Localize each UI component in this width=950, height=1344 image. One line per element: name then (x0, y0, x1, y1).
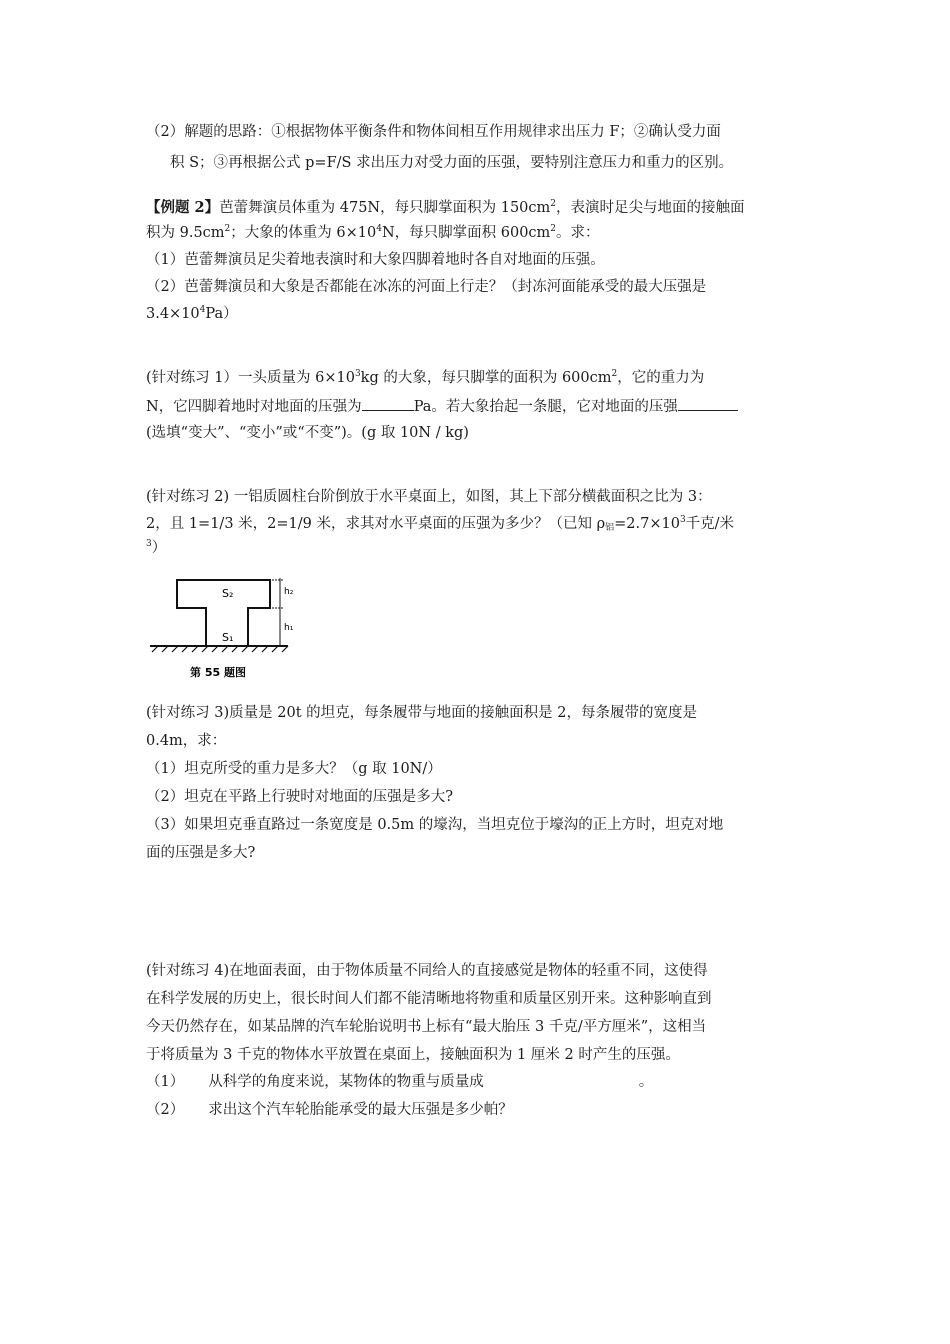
example2-label: 【例题 2】 (146, 199, 220, 216)
practice3-question-1: （1）坦克所受的重力是多大？（g 取 10N/） (146, 761, 442, 777)
example2-question-2-tail: $3.4\times 10^4Pa$） (146, 305, 238, 322)
practice3-question-3a: （3）如果坦克垂直路过一条宽度是 0.5m 的壕沟，当坦克位于壕沟的正上方时，坦克对地 (146, 817, 724, 833)
practice4-line-2: 在科学发展的历史上，很长时间人们都不能清晰地将物重和质量区别开来。这种影响直到 (146, 991, 712, 1007)
t-step-diagram (150, 568, 310, 683)
practice3-line-2: 0.4m，求： (146, 733, 227, 749)
pressure-blank[interactable] (362, 396, 414, 411)
label-h2: h₂ (284, 587, 294, 597)
example2-line-1: 【例题 2】芭蕾舞演员体重为 475N，每只脚掌面积为 $150cm^2$，表演时足尖与地面的接触面 (146, 199, 745, 216)
practice4-line-1: (针对练习 4)在地面表面，由于物体质量不同给人的直接感觉是物体的轻重不同，这使得 (146, 963, 708, 979)
pressure-change-blank[interactable] (678, 396, 738, 411)
practice4-question-2: （2） 求出这个汽车轮胎能承受的最大压强是多少帕？ (146, 1102, 513, 1118)
practice1-line-2: N，它四脚着地时对地面的压强为 Pa。若大象抬起一条腿，它对地面的压强 (146, 396, 738, 417)
practice2-line-3: $^3$） (146, 539, 167, 556)
practice2-line-1: (针对练习 2) 一铝质圆柱台阶倒放于水平桌面上，如图，其上下部分横截面积之比为 3： (146, 489, 712, 505)
figure-caption: 第 55 题图 (190, 666, 246, 679)
example2-question-1: （1）芭蕾舞演员足尖着地表演时和大象四脚着地时各自对地面的压强。 (146, 252, 605, 268)
hint-line-1: （2）解题的思路：①根据物体平衡条件和物体间相互作用规律求出压力 F；②确认受力面 (146, 124, 721, 140)
example2-question-2: （2）芭蕾舞演员和大象是否都能在冰冻的河面上行走？（封冻河面能承受的最大压强是 (146, 279, 707, 295)
practice4-line-3: 今天仍然存在，如某品牌的汽车轮胎说明书上标有“最大胎压 3 千克/平方厘米”，这相当 (146, 1019, 707, 1035)
practice4-line-4: 于将质量为 3 千克的物体水平放置在桌面上，接触面积为 1 厘米 2 时产生的压强。 (146, 1047, 680, 1063)
hint-line-2: 积 S；③再根据公式 p=F/S 求出压力对受力面的压强，要特别注意压力和重力的区别。 (170, 155, 734, 171)
practice3-question-3b: 面的压强是多大? (146, 845, 256, 861)
example2-line-2: 积为 $9.5cm^2$；大象的体重为 $6\times 10^4N$，每只脚掌面积 $600cm^2$。求： (146, 224, 600, 241)
t-step-figure (150, 568, 310, 687)
practice1-line-1: (针对练习 1）一头质量为 $6\times 10^3kg$ 的大象，每只脚掌的面积为 $600cm^2$，它的重力为 (146, 369, 705, 386)
practice3-question-2: （2）坦克在平路上行驶时对地面的压强是多大? (146, 789, 453, 805)
label-h1: h₁ (284, 623, 294, 633)
label-s2: S₂ (222, 587, 234, 600)
practice4-question-1: （1） 从科学的角度来说，某物体的物重与质量成 。 (146, 1074, 654, 1090)
practice2-line-2: 2，且 1=1/3 米，2=1/9 米，求其对水平桌面的压强为多少？（已知 $\rho_铝=2.7\times 10^3$千克/米 (146, 515, 735, 533)
label-s1: S₁ (222, 631, 234, 644)
practice3-line-1: (针对练习 3)质量是 20t 的坦克，每条履带与地面的接触面积是 2，每条履带的宽度是 (146, 705, 697, 721)
practice1-line-3: (选填“变大”、“变小”或“不变”)。(g 取 10N / kg) (146, 425, 469, 441)
